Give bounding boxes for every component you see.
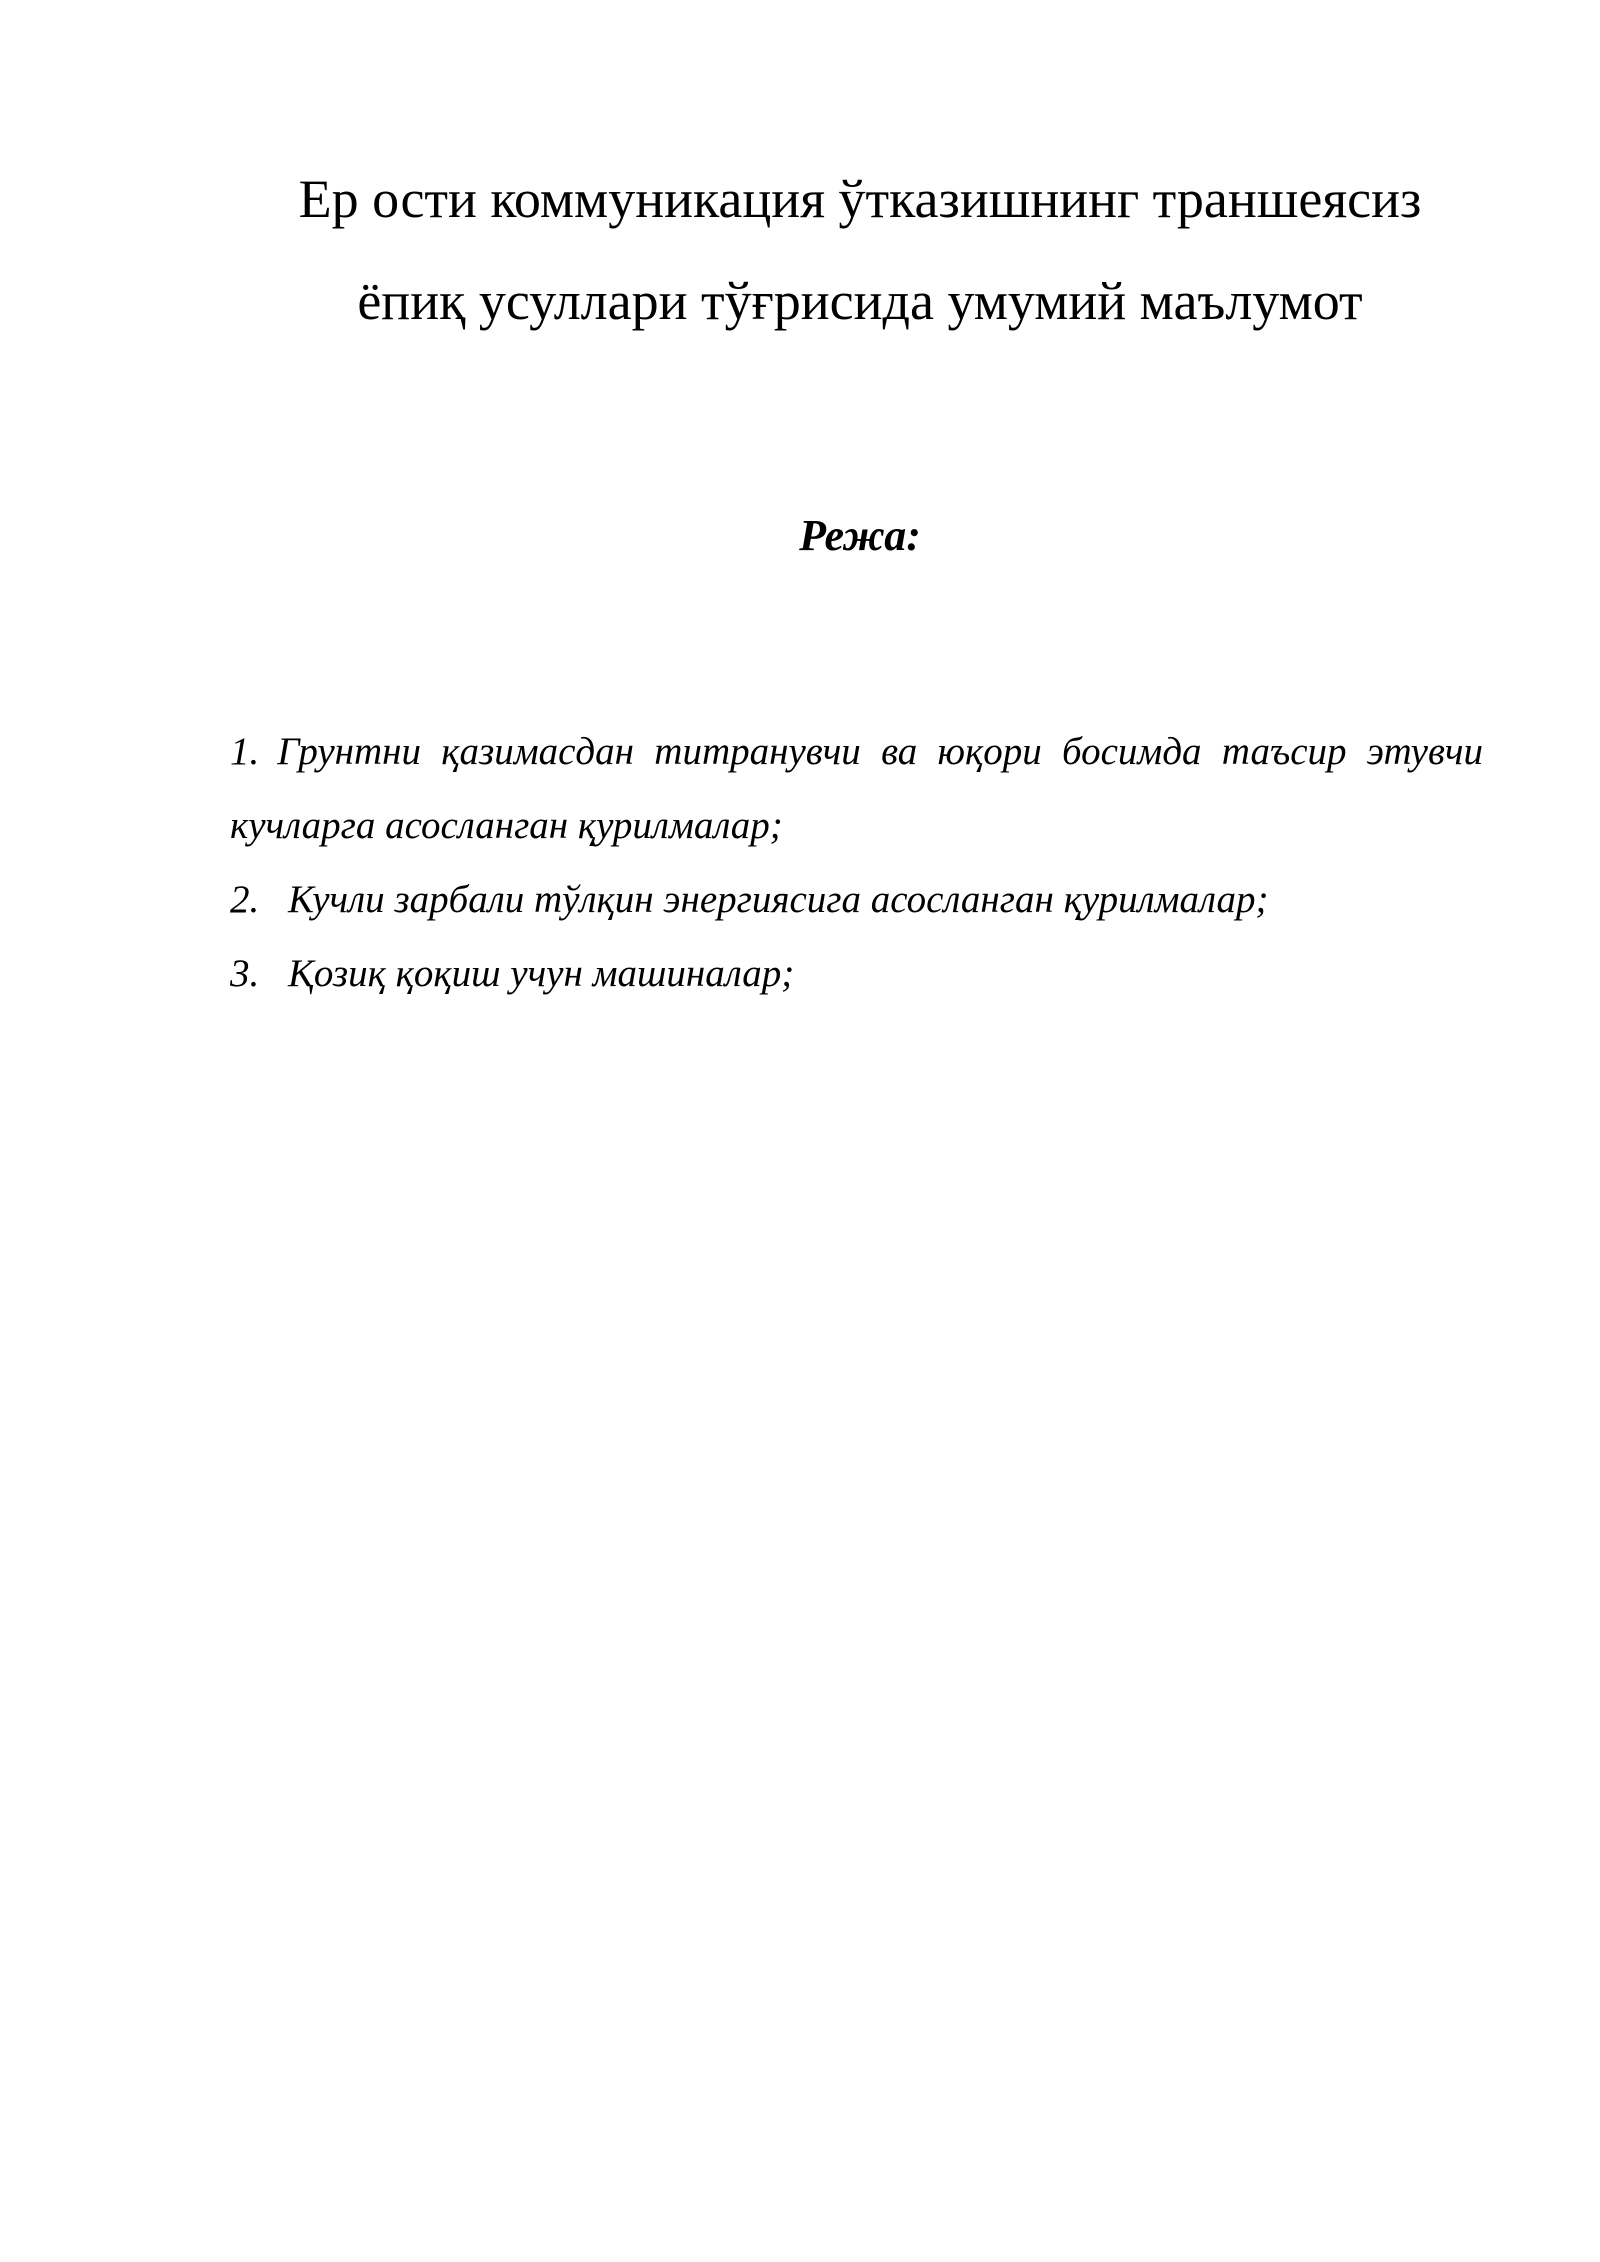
document-title <box>220 148 1500 352</box>
plan-item-3 <box>230 937 1483 1011</box>
plan-item-1-number: 1. <box>230 730 260 773</box>
plan-item-3-text: Қозиқ қоқиш учун машиналар; <box>288 952 795 995</box>
plan-heading: Режа: <box>799 511 921 560</box>
plan-item-2-text: Кучли зарбали тўлқин энергиясига асосланган қурилмалар; <box>288 878 1269 921</box>
document-title-line-2: ёпиқ усуллари тўғрисида умумий маълумот <box>357 271 1363 331</box>
plan-item-2-number: 2. <box>230 878 260 921</box>
plan-item-1-text: Грунтни қазимасдан титранувчи ва юқори босимда таъсир этувчи кучларга асосланган қурилмалар; <box>230 730 1483 847</box>
plan-item-1 <box>230 715 1483 863</box>
plan-list <box>230 715 1483 1011</box>
plan-item-2 <box>230 863 1483 937</box>
document-title-line-1: Ер ости коммуникация ўтказишнинг траншеясиз <box>298 169 1422 229</box>
plan-item-3-number: 3. <box>230 952 260 995</box>
